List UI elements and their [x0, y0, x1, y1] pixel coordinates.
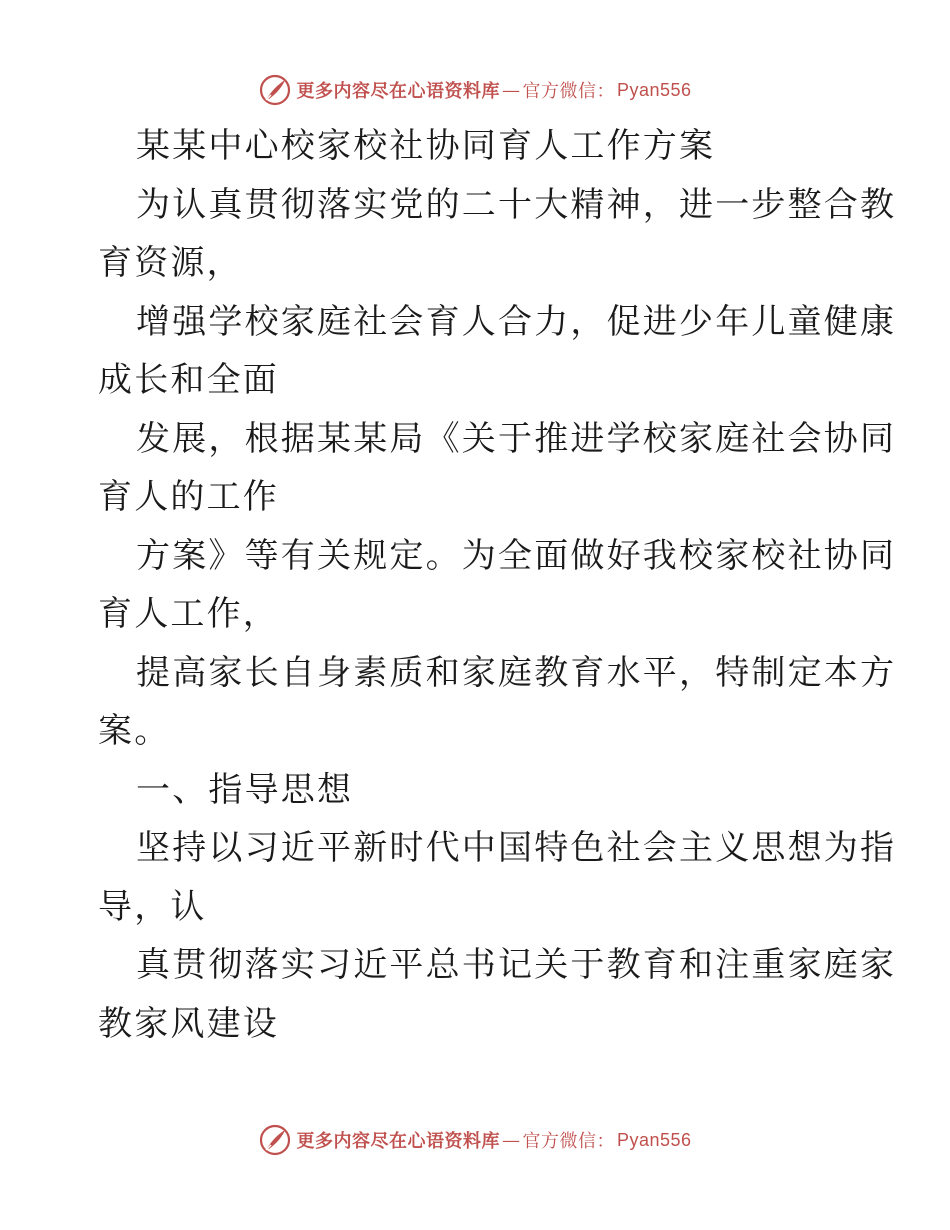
paragraph-line: 育资源，	[98, 243, 243, 283]
footer-watermark-banner	[0, 1120, 950, 1160]
quill-pen-logo-icon	[258, 1123, 292, 1157]
document-title: 某某中心校家校社协同育人工作方案	[136, 126, 716, 166]
document-body	[98, 117, 897, 1053]
header-watermark-banner	[0, 70, 950, 110]
banner-slogan: 更多内容尽在心语资料库	[296, 1131, 500, 1152]
paragraph-line: 成长和全面	[98, 360, 279, 400]
paragraph-line: 提高家长自身素质和家庭教育水平，特制定本方	[136, 652, 897, 693]
paragraph-line: 教家风建设	[98, 1003, 279, 1044]
paragraph-line: 导，认	[98, 886, 207, 927]
paragraph-line: 增强学校家庭社会育人合力，促进少年儿童健康	[136, 301, 897, 342]
banner-dash: —	[501, 1129, 521, 1151]
banner-slogan: 更多内容尽在心语资料库	[296, 81, 500, 102]
paragraph-line: 育人工作，	[98, 594, 279, 634]
paragraph-line: 为认真贯彻落实党的二十大精神，进一步整合教	[136, 184, 897, 225]
banner-dash: —	[501, 79, 521, 101]
paragraph-line: 发展，根据某某局《关于推进学校家庭社会协同	[136, 418, 897, 459]
paragraph-line: 坚持以习近平新时代中国特色社会主义思想为指	[136, 828, 897, 868]
banner-wechat-label: 官方微信：	[522, 81, 615, 102]
banner-wechat-id: Pyan556	[616, 1129, 692, 1150]
quill-pen-logo-icon	[258, 73, 292, 107]
paragraph-line: 育人的工作	[98, 477, 279, 517]
paragraph-line: 一、指导思想	[136, 769, 354, 810]
paragraph-line: 案。	[98, 711, 171, 751]
paragraph-line: 方案》等有关规定。为全面做好我校家校社协同	[136, 535, 897, 576]
banner-wechat-label: 官方微信：	[522, 1131, 615, 1152]
banner-wechat-id: Pyan556	[616, 79, 692, 100]
paragraph-line: 真贯彻落实习近平总书记关于教育和注重家庭家	[136, 945, 897, 985]
